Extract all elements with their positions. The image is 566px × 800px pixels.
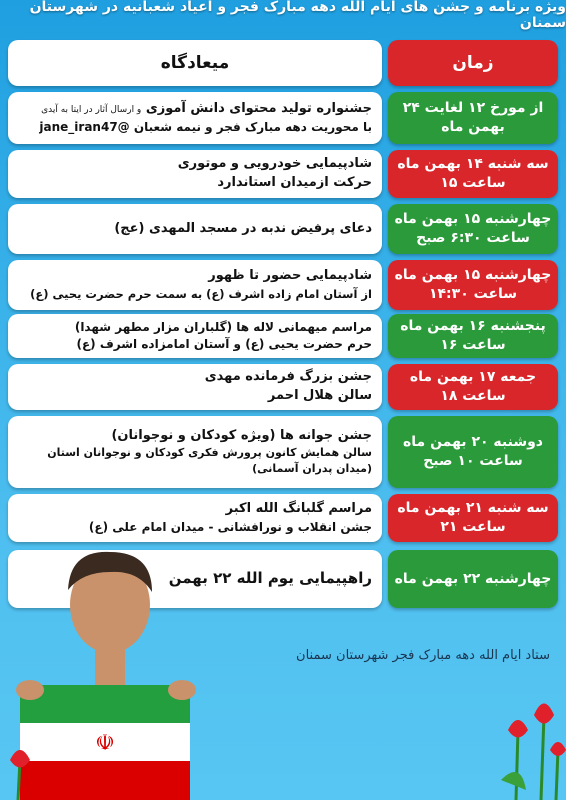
event-date: دوشنبه ۲۰ بهمن ماه xyxy=(403,434,543,451)
event-detail: (میدان پدران آسمانی) xyxy=(252,462,372,476)
event-title: جشن جوانه ها (ویژه کودکان و نوجوانان) xyxy=(111,427,372,443)
event-hour: ساعت ۲۱ xyxy=(440,519,506,535)
organizer-credit: ستاد ایام الله دهه مبارک فجر شهرستان سمنان xyxy=(296,648,550,663)
event-title: جشن بزرگ فرمانده مهدی xyxy=(204,369,372,385)
event-time xyxy=(388,494,558,542)
tulips-decoration-icon xyxy=(496,660,566,800)
event-row xyxy=(8,364,558,410)
event-date: سه شنبه ۲۱ بهمن ماه xyxy=(397,500,549,517)
event-date: چهارشنبه ۱۵ بهمن ماه xyxy=(394,267,552,284)
tulip-decoration-icon xyxy=(0,720,40,800)
event-venue xyxy=(8,204,382,254)
event-detail: با محوریت دهه مبارک فجر و نیمه شعبان @jane_iran47 xyxy=(39,119,372,134)
event-date: چهارشنبه ۱۵ بهمن ماه xyxy=(394,211,552,228)
event-venue xyxy=(8,494,382,542)
event-time xyxy=(388,314,558,358)
event-title: شادپیمایی خودرویی و موتوری xyxy=(177,156,372,172)
event-hour: ساعت ۱۴:۳۰ xyxy=(428,286,518,302)
event-title: مراسم گلبانگ الله اکبر xyxy=(225,500,372,516)
event-title: شادپیمایی حضور تا ظهور xyxy=(208,268,372,284)
event-time xyxy=(388,550,558,608)
event-row xyxy=(8,260,558,310)
event-venue xyxy=(8,314,382,358)
event-time xyxy=(388,416,558,488)
event-hour: ساعت ۱۵ xyxy=(440,175,506,191)
event-time xyxy=(388,204,558,254)
event-date: سه شنبه ۱۴ بهمن ماه xyxy=(397,156,549,173)
event-row xyxy=(8,416,558,488)
event-detail: از آستان امام زاده اشرف (ع) به سمت حرم حضرت یحیی (ع) xyxy=(30,287,372,302)
event-hour: ساعت ۱۸ xyxy=(440,388,506,404)
boy-with-flag-illustration xyxy=(10,540,210,800)
event-detail: سالن هلال احمر xyxy=(267,388,372,403)
time-column-header: زمان xyxy=(388,40,558,86)
event-date: پنجشنبه ۱۶ بهمن ماه xyxy=(400,318,546,335)
event-row xyxy=(8,314,558,358)
event-hour: ساعت ۶:۳۰ صبح xyxy=(416,230,530,246)
event-date: جمعه ۱۷ بهمن ماه xyxy=(409,369,537,386)
event-detail: جشن انقلاب و نورافشانی - میدان امام علی (ع) xyxy=(88,519,372,534)
venue-column-header: میعادگاه xyxy=(8,40,382,86)
event-title: مراسم میهمانی لاله ها (گلباران مزار مطهر شهدا) xyxy=(74,319,372,334)
iran-flag-icon xyxy=(20,685,190,800)
event-date: از مورخ ۱۲ لغایت ۲۴ xyxy=(402,100,544,117)
event-title: دعای پرفیض ندبه در مسجد المهدی (عج) xyxy=(114,220,372,236)
event-time xyxy=(388,92,558,144)
event-hour: ساعت ۱۶ xyxy=(440,337,506,353)
table-header xyxy=(8,40,558,86)
event-detail: سالن همایش کانون پرورش فکری کودکان و نوجوانان استان xyxy=(47,446,372,460)
event-row xyxy=(8,494,558,542)
event-venue xyxy=(8,364,382,410)
event-row xyxy=(8,92,558,144)
event-venue xyxy=(8,92,382,144)
svg-text:☫: ☫ xyxy=(95,731,115,756)
event-hour: بهمن ماه xyxy=(441,119,505,135)
event-date: چهارشنبه ۲۲ بهمن ماه xyxy=(394,570,552,587)
event-time xyxy=(388,150,558,198)
event-title: راهپیمایی یوم الله ۲۲ بهمن xyxy=(168,569,372,588)
event-time xyxy=(388,260,558,310)
event-venue xyxy=(8,416,382,488)
event-row xyxy=(8,204,558,254)
event-note: و ارسال آثار در ایتا به آیدی xyxy=(41,104,142,115)
event-detail: حرکت ازمیدان استاندارد xyxy=(217,175,372,190)
event-hour: ساعت ۱۰ صبح xyxy=(423,453,523,469)
event-time xyxy=(388,364,558,410)
event-venue xyxy=(8,260,382,310)
event-row xyxy=(8,150,558,198)
poster-title: ویژه برنامه و جشن های ایام الله دهه مبارک فجر و اعیاد شعبانیه در شهرستان سمنان xyxy=(29,0,566,31)
event-title: جشنواره تولید محتوای دانش آموزی xyxy=(145,100,372,116)
event-detail: حرم حضرت یحیی (ع) و آستان امامزاده اشرف (ع) xyxy=(76,337,372,351)
event-venue xyxy=(8,150,382,198)
